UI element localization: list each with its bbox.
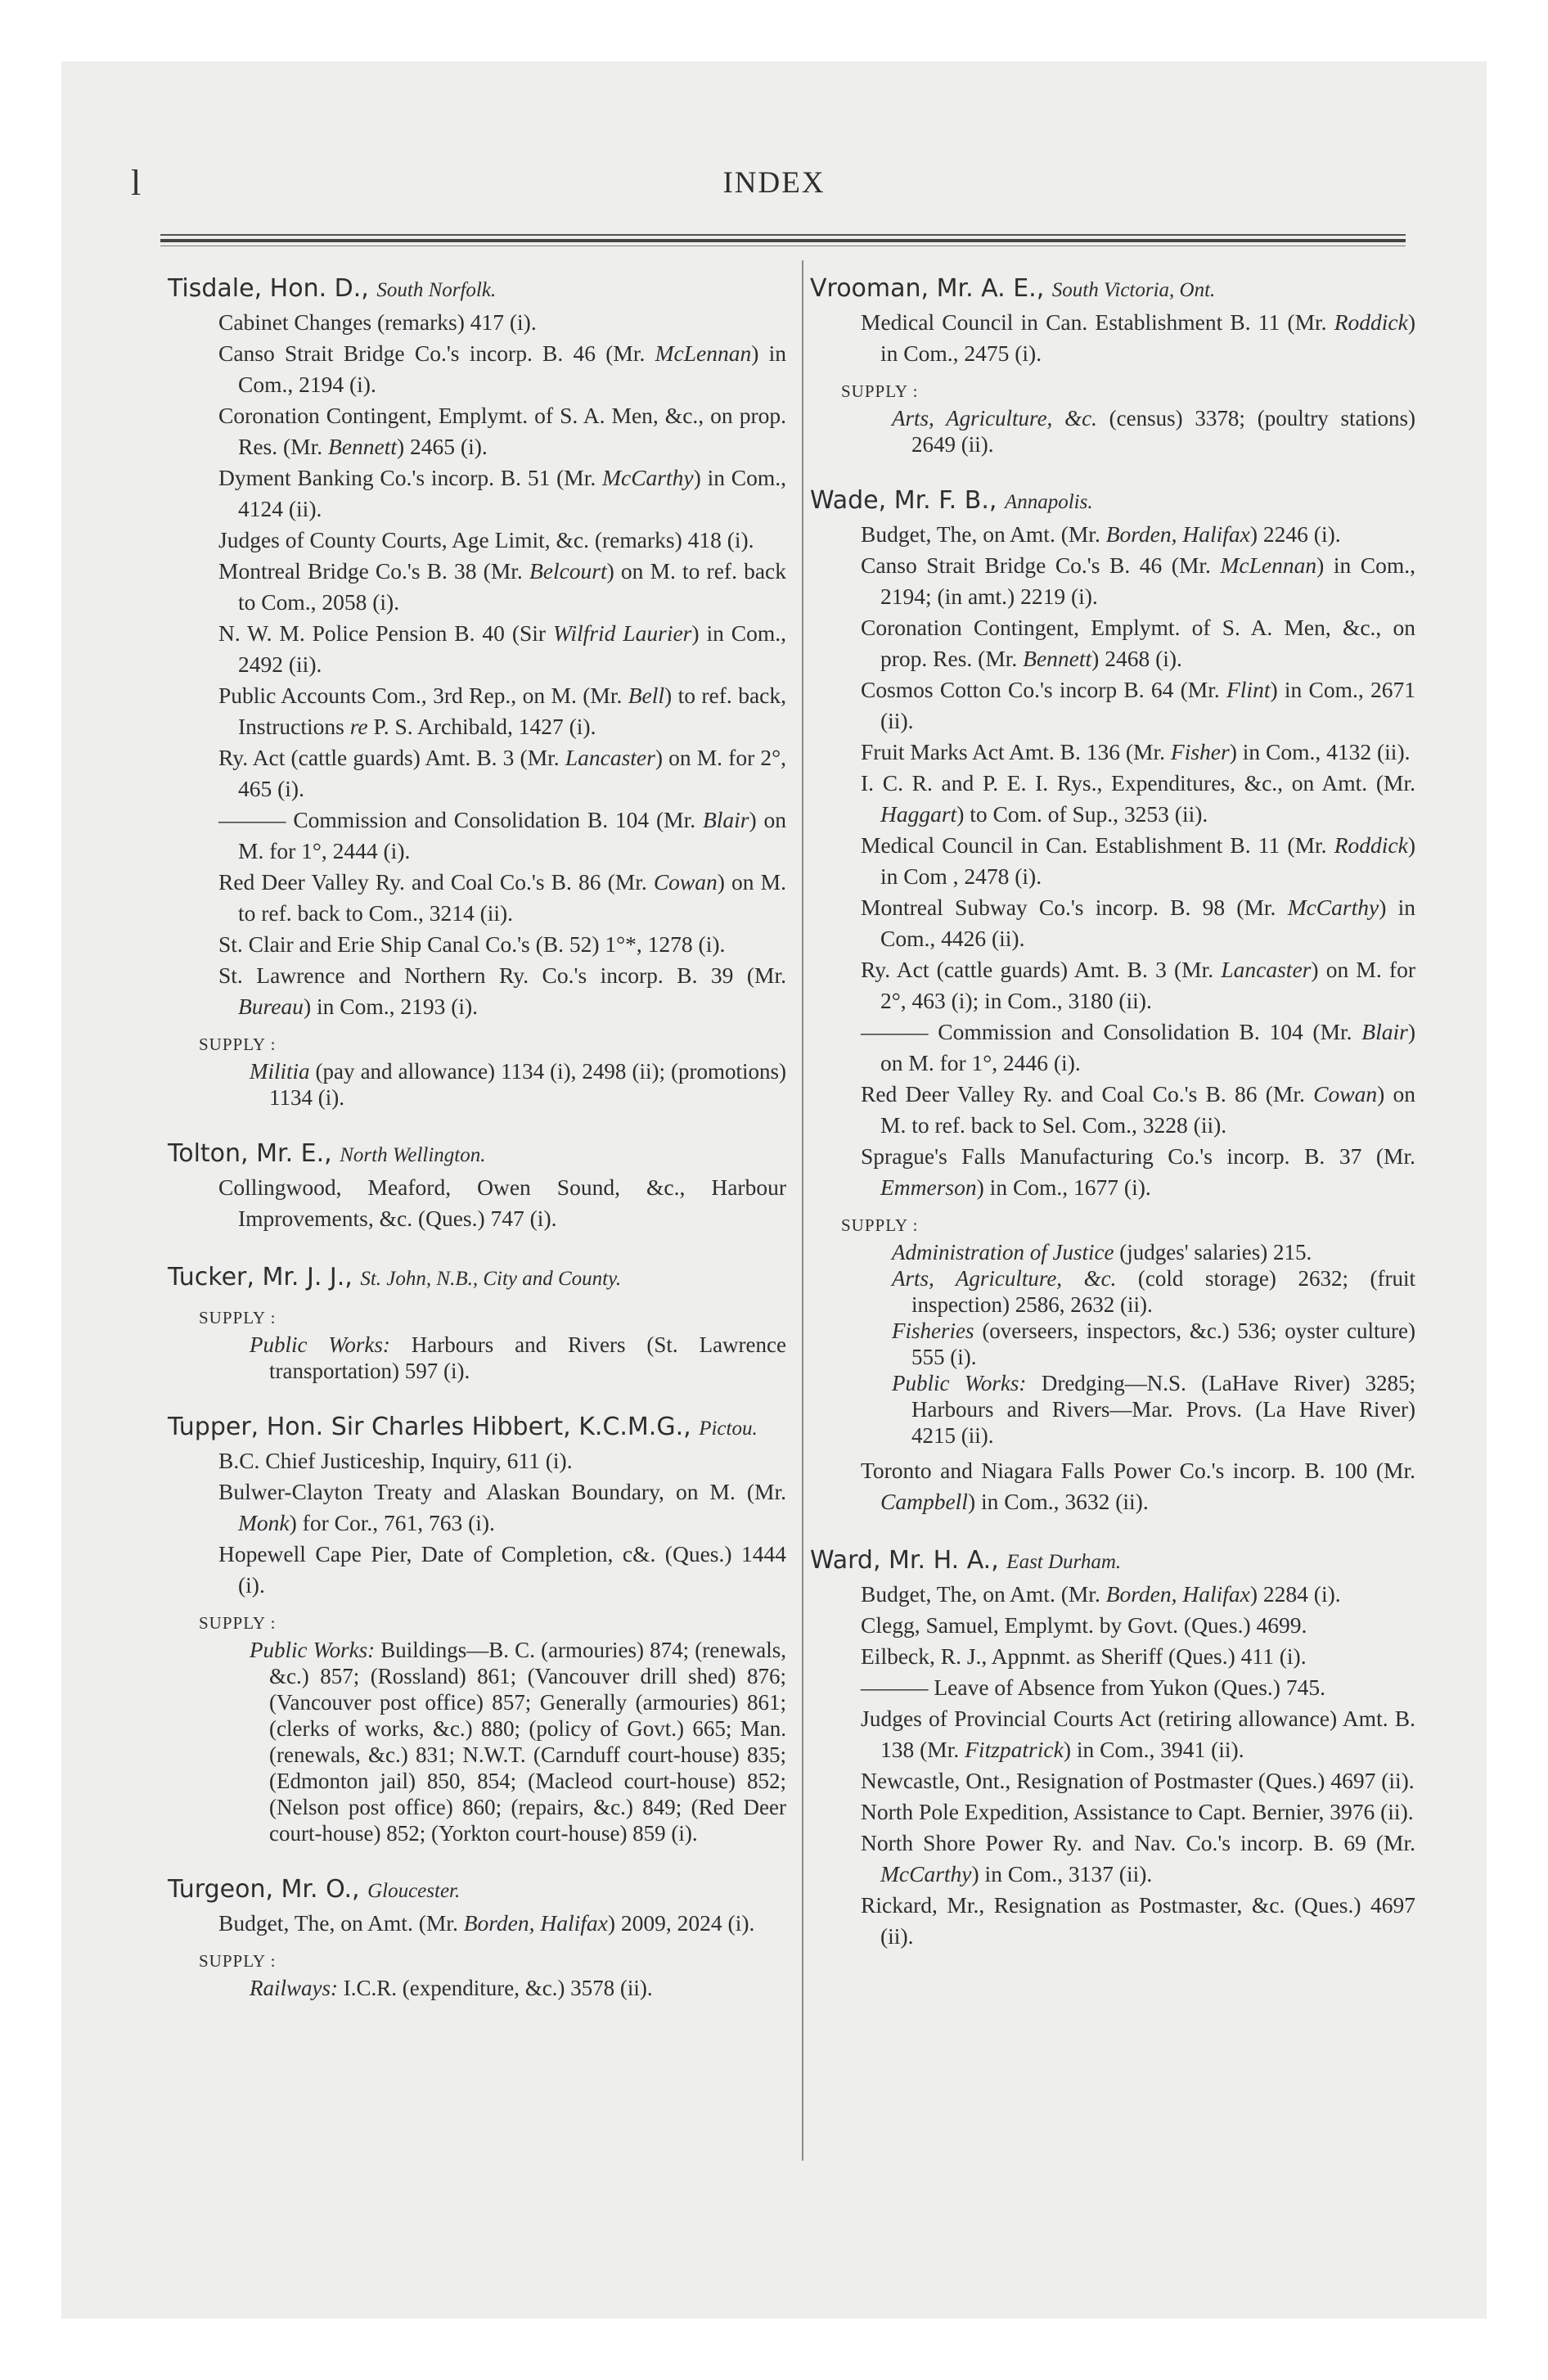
member-name: Tupper, Hon. Sir Charles Hibbert, K.C.M.G., <box>168 1413 700 1441</box>
index-item: Newcastle, Ont., Resignation of Postmaster (Ques.) 4697 (ii). <box>861 1768 1415 1793</box>
index-item: St. Clair and Erie Ship Canal Co.'s (B. 52) 1°*, 1278 (i). <box>218 931 726 957</box>
supply-label: SUPPLY : <box>841 381 919 401</box>
index-item: Public Accounts Com., 3rd Rep., on M. (Mr. Bell) to ref. back, Instructions re P. S. Archibald, 1427 (i). <box>218 683 786 739</box>
index-item: Coronation Contingent, Emplymt. of S. A. Men, &c., on prop. Res. (Mr. Bennett) 2468 (i). <box>861 615 1415 671</box>
supply-item: Public Works: Buildings—B. C. (armouries) 874; (renewals, &c.) 857; (Rossland) 861; (Vancouver drill shed) 876; (Vancouver post office) 857; Generally (armouries) 861; (clerks of works, &c.) 880; (policy of Govt.) 665; Man. (renewals, &c.) 831; N.W.T. (Carnduff court-house) 835; (Edmonton jail) 850, 854; (Macleod court-house) 852; (Nelson post office) 860; (repairs, &c.) 849; (Red Deer court-house) 852; (Yorkton court-house) 859 (i). <box>250 1638 786 1846</box>
entry-heading <box>168 1873 786 1908</box>
index-entry <box>168 1873 786 2001</box>
page-number: l <box>131 163 142 203</box>
entry-heading <box>168 1261 786 1296</box>
supply-item: Arts, Agriculture, &c. (cold storage) 2632; (fruit inspection) 2586, 2632 (ii). <box>892 1266 1416 1317</box>
index-entry <box>810 485 1415 1517</box>
index-item: St. Lawrence and Northern Ry. Co.'s incorp. B. 39 (Mr. Bureau) in Com., 2193 (i). <box>218 962 786 1019</box>
supply-item: Administration of Justice (judges' salaries) 215. <box>892 1240 1312 1264</box>
index-item: Hopewell Cape Pier, Date of Completion, c&. (Ques.) 1444 (i). <box>218 1541 786 1598</box>
index-item: Canso Strait Bridge Co.'s incorp. B. 46 (Mr. McLennan) in Com., 2194 (i). <box>218 340 786 397</box>
entry-heading <box>810 1544 1415 1579</box>
index-entry <box>168 1411 786 1846</box>
supply-item: Public Works: Harbours and Rivers (St. Lawrence transportation) 597 (i). <box>250 1332 786 1383</box>
index-item: Montreal Subway Co.'s incorp. B. 98 (Mr. McCarthy) in Com., 4426 (ii). <box>861 895 1415 951</box>
index-item: Rickard, Mr., Resignation as Postmaster, &c. (Ques.) 4697 (ii). <box>861 1892 1415 1949</box>
index-item: ——— Leave of Absence from Yukon (Ques.) 745. <box>861 1675 1325 1700</box>
index-item: Coronation Contingent, Emplymt. of S. A. Men, &c., on prop. Res. (Mr. Bennett) 2465 (i). <box>218 403 786 459</box>
supply-label: SUPPLY : <box>199 1951 277 1971</box>
index-item: Judges of Provincial Courts Act (retiring allowance) Amt. B. 138 (Mr. Fitzpatrick) in Com., 3941 (ii). <box>861 1706 1415 1762</box>
index-item: I. C. R. and P. E. I. Rys., Expenditures, &c., on Amt. (Mr. Haggart) to Com. of Sup., 3253 (ii). <box>861 770 1415 827</box>
member-name: Wade, Mr. F. B., <box>810 486 1005 515</box>
index-item: Bulwer-Clayton Treaty and Alaskan Boundary, on M. (Mr. Monk) for Cor., 761, 763 (i). <box>218 1479 786 1535</box>
supply-label: SUPPLY : <box>841 1215 919 1235</box>
index-item: Medical Council in Can. Establishment B. 11 (Mr. Roddick) in Com , 2478 (i). <box>861 832 1415 889</box>
entry-heading <box>810 273 1415 307</box>
member-name: Tucker, Mr. J. J., <box>168 1263 361 1291</box>
index-item: Judges of County Courts, Age Limit, &c. (remarks) 418 (i). <box>218 527 754 552</box>
running-head: INDEX <box>722 166 826 200</box>
member-name: Tisdale, Hon. D., <box>168 274 377 303</box>
index-item: Toronto and Niagara Falls Power Co.'s incorp. B. 100 (Mr. Campbell) in Com., 3632 (ii). <box>861 1458 1415 1514</box>
index-item: Red Deer Valley Ry. and Coal Co.'s B. 86 (Mr. Cowan) on M. to ref. back to Com., 3214 (ii). <box>218 869 786 926</box>
index-item: Red Deer Valley Ry. and Coal Co.'s B. 86 (Mr. Cowan) on M. to ref. back to Sel. Com., 3228 (ii). <box>861 1081 1415 1138</box>
index-item: Cosmos Cotton Co.'s incorp B. 64 (Mr. Flint) in Com., 2671 (ii). <box>861 677 1415 733</box>
header-rule <box>160 231 1406 249</box>
supply-item: Militia (pay and allowance) 1134 (i), 2498 (ii); (promotions) 1134 (i). <box>250 1059 786 1110</box>
index-entry <box>810 1544 1415 1952</box>
index-entry <box>168 1138 786 1234</box>
entry-heading <box>168 1138 786 1172</box>
supply-item: Railways: I.C.R. (expenditure, &c.) 3578 (ii). <box>250 1976 653 2000</box>
member-name: Tolton, Mr. E., <box>168 1139 340 1168</box>
supply-label: SUPPLY : <box>199 1034 277 1054</box>
index-entry <box>168 1261 786 1384</box>
supply-label: SUPPLY : <box>199 1308 277 1327</box>
right-column <box>810 273 1415 1979</box>
index-item: Dyment Banking Co.'s incorp. B. 51 (Mr. McCarthy) in Com., 4124 (ii). <box>218 465 786 521</box>
constituency: South Victoria, Ont. <box>1051 279 1216 301</box>
constituency: North Wellington. <box>340 1144 486 1166</box>
index-item: Budget, The, on Amt. (Mr. Borden, Halifax) 2009, 2024 (i). <box>218 1910 755 1936</box>
column-divider <box>802 260 803 2161</box>
index-item: B.C. Chief Justiceship, Inquiry, 611 (i). <box>218 1448 573 1473</box>
index-entry <box>810 273 1415 458</box>
entry-heading <box>168 273 786 307</box>
left-column <box>168 273 786 2028</box>
index-item: Sprague's Falls Manufacturing Co.'s incorp. B. 37 (Mr. Emmerson) in Com., 1677 (i). <box>861 1143 1415 1200</box>
entry-heading <box>810 485 1415 519</box>
index-item: Budget, The, on Amt. (Mr. Borden, Halifax) 2284 (i). <box>861 1581 1341 1607</box>
index-entry <box>168 273 786 1111</box>
entry-heading <box>168 1411 786 1445</box>
index-item: Clegg, Samuel, Emplymt. by Govt. (Ques.) 4699. <box>861 1612 1307 1638</box>
supply-item: Public Works: Dredging—N.S. (LaHave River) 3285; Harbours and Rivers—Mar. Provs. (La Have River) 4215 (ii). <box>892 1371 1415 1448</box>
index-item: ——— Commission and Consolidation B. 104 (Mr. Blair) on M. for 1°, 2446 (i). <box>861 1019 1415 1075</box>
index-item: North Pole Expedition, Assistance to Capt. Bernier, 3976 (ii). <box>861 1799 1414 1824</box>
constituency: Pictou. <box>699 1418 758 1440</box>
member-name: Turgeon, Mr. O., <box>168 1875 368 1904</box>
index-item: Cabinet Changes (remarks) 417 (i). <box>218 309 537 335</box>
index-item: Ry. Act (cattle guards) Amt. B. 3 (Mr. Lancaster) on M. for 2°, 465 (i). <box>218 745 786 801</box>
member-name: Vrooman, Mr. A. E., <box>810 274 1052 303</box>
index-item: Montreal Bridge Co.'s B. 38 (Mr. Belcourt) on M. to ref. back to Com., 2058 (i). <box>218 558 786 615</box>
supply-label: SUPPLY : <box>199 1613 277 1633</box>
member-name: Ward, Mr. H. A., <box>810 1546 1007 1575</box>
constituency: Annapolis. <box>1004 491 1093 513</box>
index-item: Collingwood, Meaford, Owen Sound, &c., Harbour Improvements, &c. (Ques.) 747 (i). <box>218 1174 786 1231</box>
index-item: Canso Strait Bridge Co.'s B. 46 (Mr. McLennan) in Com., 2194; (in amt.) 2219 (i). <box>861 552 1415 609</box>
constituency: Gloucester. <box>367 1880 461 1902</box>
index-item: North Shore Power Ry. and Nav. Co.'s incorp. B. 69 (Mr. McCarthy) in Com., 3137 (ii). <box>861 1830 1415 1886</box>
index-item: Ry. Act (cattle guards) Amt. B. 3 (Mr. Lancaster) on M. for 2°, 463 (i); in Com., 3180 (ii). <box>861 957 1415 1013</box>
supply-item: Arts, Agriculture, &c. (census) 3378; (poultry stations) 2649 (ii). <box>892 406 1415 457</box>
index-item: Budget, The, on Amt. (Mr. Borden, Halifax) 2246 (i). <box>861 521 1341 547</box>
constituency: St. John, N.B., City and County. <box>360 1268 622 1290</box>
index-item: ——— Commission and Consolidation B. 104 (Mr. Blair) on M. for 1°, 2444 (i). <box>218 807 786 863</box>
index-item: Eilbeck, R. J., Appnmt. as Sheriff (Ques.) 411 (i). <box>861 1643 1307 1669</box>
constituency: South Norfolk. <box>376 279 497 301</box>
constituency: East Durham. <box>1006 1551 1122 1573</box>
supply-item: Fisheries (overseers, inspectors, &c.) 536; oyster culture) 555 (i). <box>892 1318 1415 1369</box>
index-item: Fruit Marks Act Amt. B. 136 (Mr. Fisher) in Com., 4132 (ii). <box>861 739 1411 764</box>
index-item: Medical Council in Can. Establishment B. 11 (Mr. Roddick) in Com., 2475 (i). <box>861 309 1415 366</box>
index-item: N. W. M. Police Pension B. 40 (Sir Wilfrid Laurier) in Com., 2492 (ii). <box>218 620 787 677</box>
